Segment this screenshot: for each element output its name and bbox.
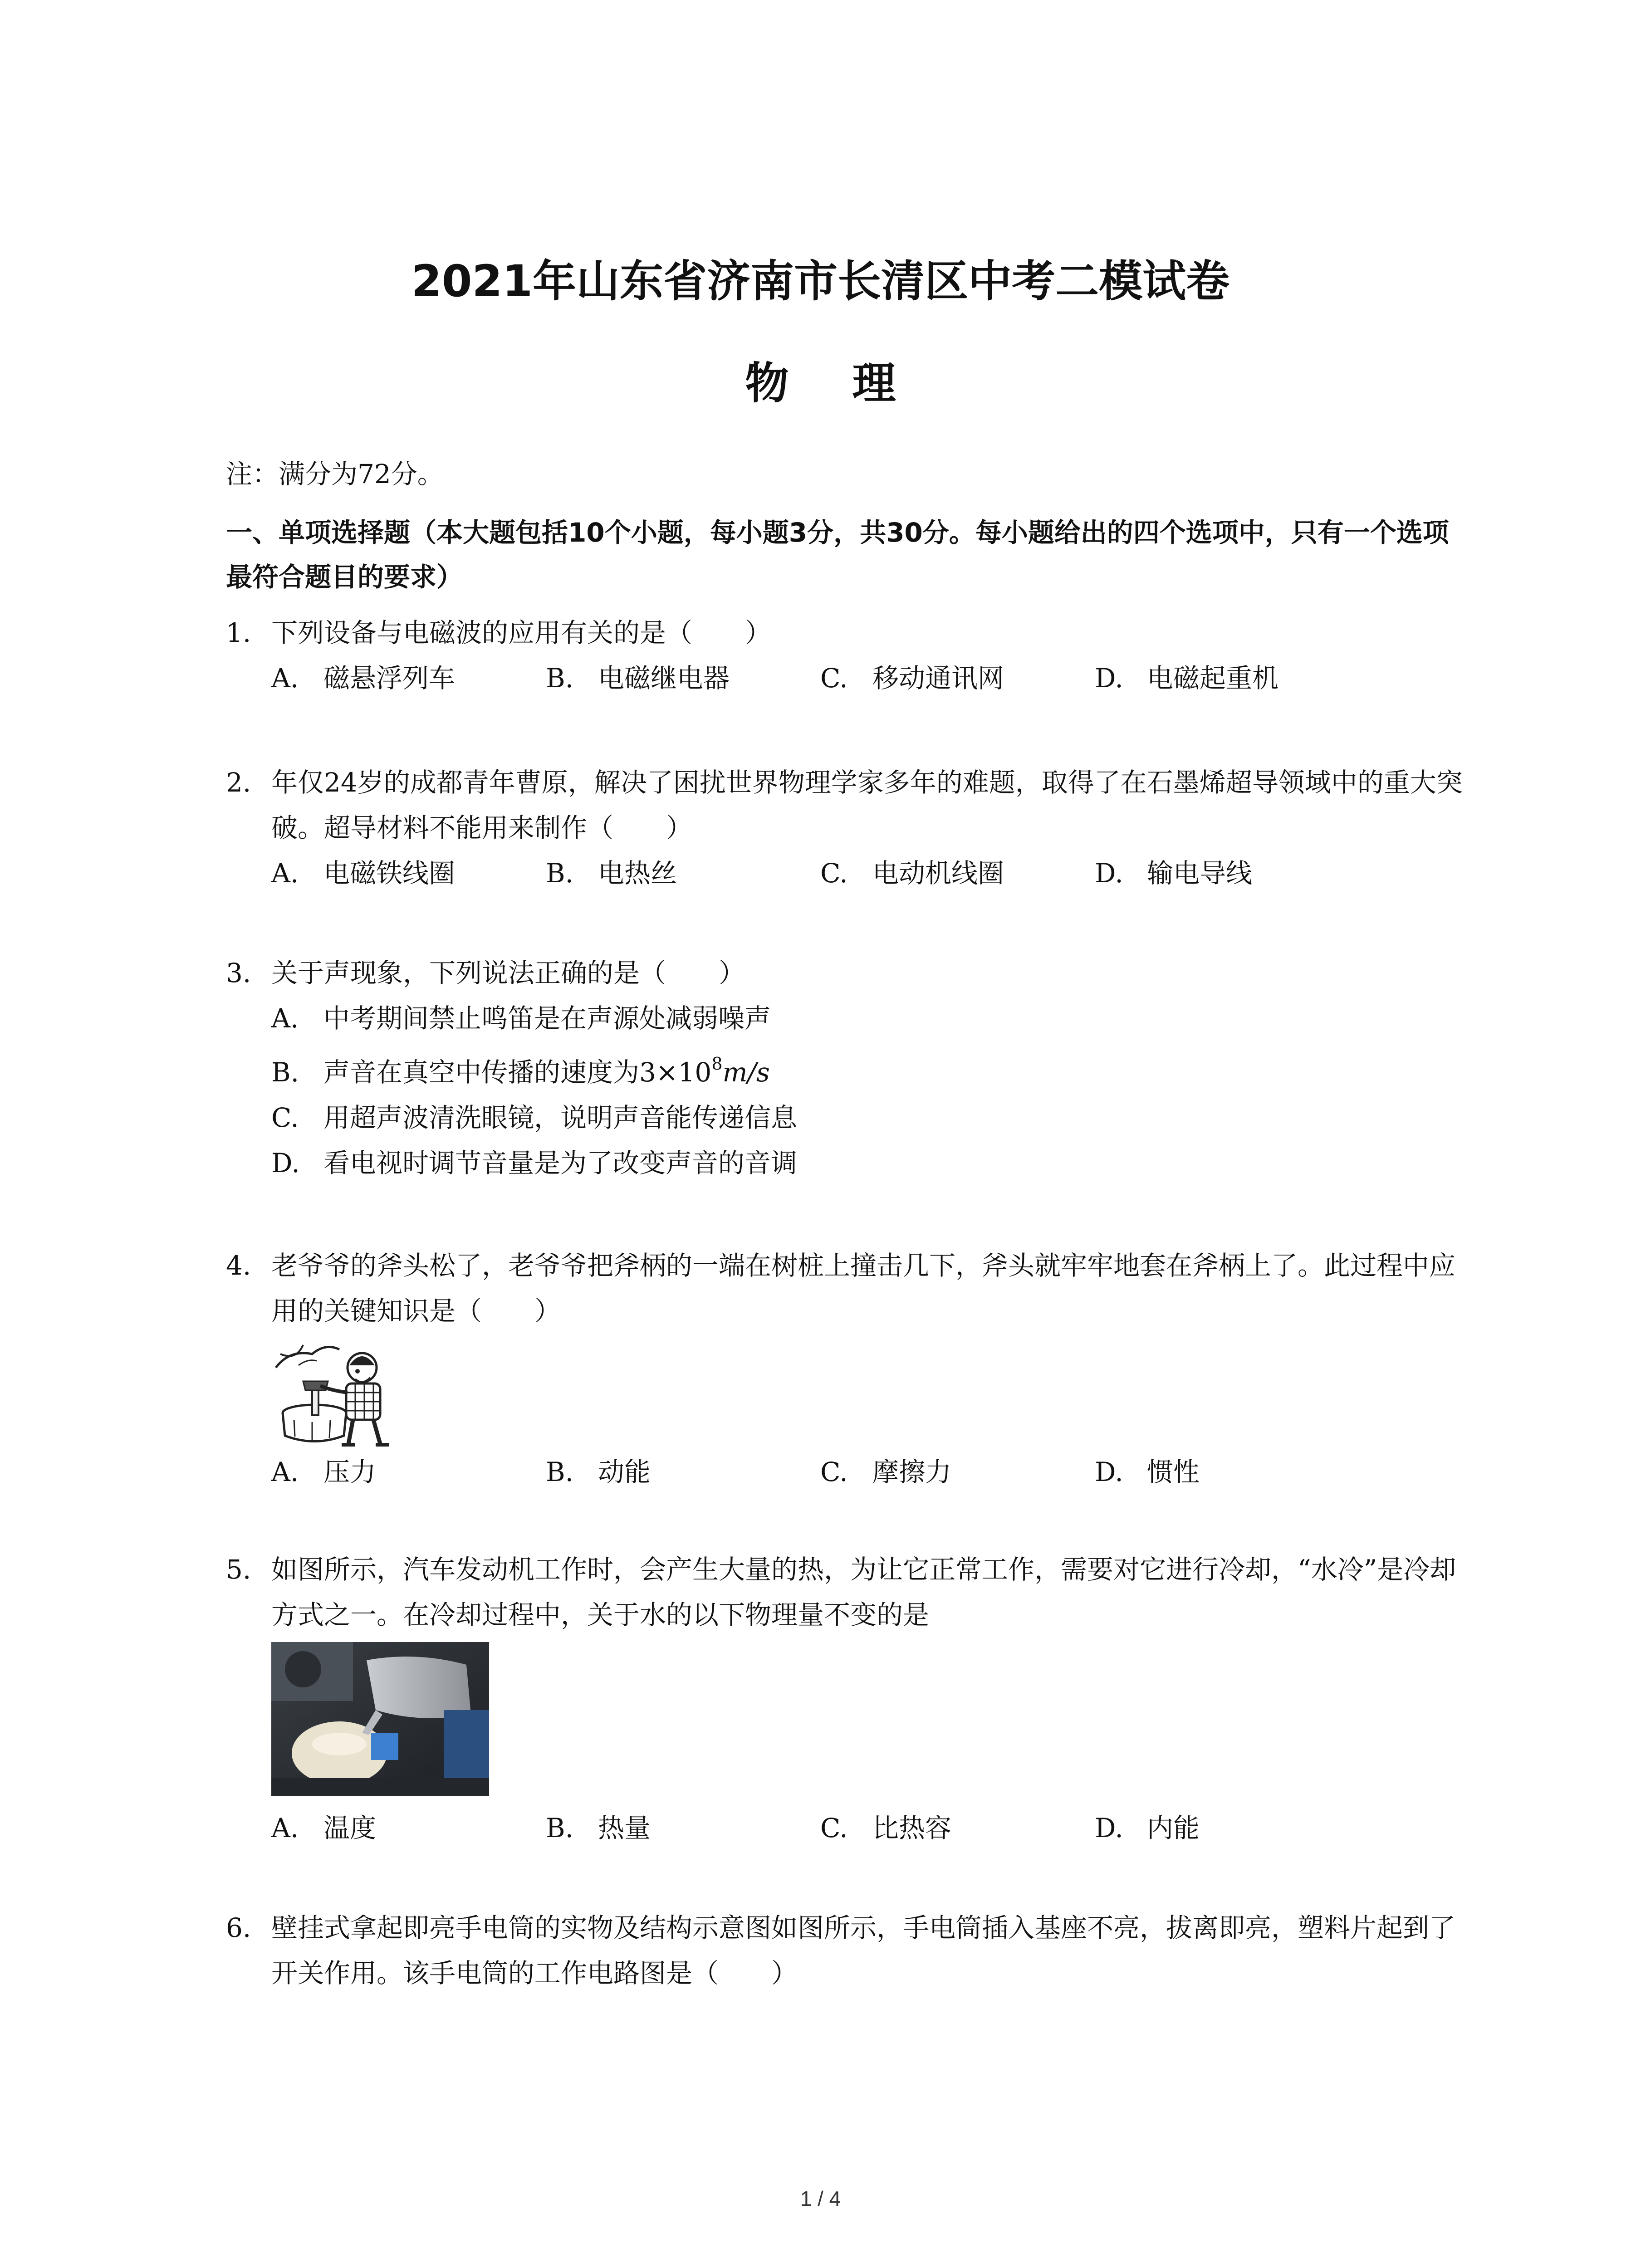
page-title: 2021年山东省济南市长清区中考二模试卷 [411,256,1230,307]
question-1 [226,610,1478,701]
page-number: 1 / 4 [800,2187,841,2210]
unit: m/s [722,1057,770,1088]
score-note: 注：满分为72分。 [226,459,444,489]
question-text: 关于声现象，下列说法正确的是（ ） [271,958,745,988]
question-text: 如图所示，汽车发动机工作时，会产生大量的热，为让它正常工作，需要对它进行冷却，“水冷”是冷却方式之一。在冷却过程中，关于水的以下物理量不变的是 [271,1554,1456,1630]
option-b[interactable]: B. 电磁继电器 [546,663,730,694]
options-row [226,1449,1478,1495]
question-text: 下列设备与电磁波的应用有关的是（ ） [271,617,772,648]
question-3 [226,950,1478,1186]
question-text: 年仅24岁的成都青年曹原，解决了困扰世界物理学家多年的难题，取得了在石墨烯超导领域中的重大突破。超导材料不能用来制作（ ） [271,767,1463,843]
subject-title: 物理 [745,358,960,409]
option-d[interactable]: D. 输电导线 [1095,858,1253,889]
option-a[interactable]: A. 中考期间禁止鸣笛是在声源处减弱噪声 [271,1003,771,1034]
question-5 [226,1547,1478,1851]
option-b[interactable]: B. 动能 [546,1457,651,1487]
question-number: 2. [226,767,251,798]
option-d[interactable]: D. 看电视时调节音量是为了改变声音的音调 [271,1148,798,1178]
option-a[interactable]: A. 压力 [271,1457,377,1487]
question-number: 3. [226,958,251,988]
options-row [226,1805,1478,1851]
option-c[interactable]: C. 摩擦力 [820,1457,952,1487]
option-c[interactable]: C. 移动通讯网 [820,663,1004,694]
question-number: 4. [226,1250,251,1281]
option-a[interactable]: A. 磁悬浮列车 [271,663,456,694]
option-d[interactable]: D. 惯性 [1095,1457,1200,1487]
question-6 [226,1905,1478,1996]
option-c[interactable]: C. 用超声波清洗眼镜，说明声音能传递信息 [271,1102,798,1133]
option-b[interactable]: B. 电热丝 [546,858,677,889]
option-c[interactable]: C. 比热容 [820,1813,952,1843]
question-4 [226,1243,1478,1495]
option-a[interactable]: A. 温度 [271,1813,377,1843]
option-d[interactable]: D. 内能 [1095,1813,1200,1843]
engine-coolant-photo [271,1642,489,1796]
option-d[interactable]: D. 电磁起重机 [1095,663,1279,694]
question-number: 1. [226,617,251,648]
option-b[interactable]: B. 热量 [546,1813,651,1843]
option-c[interactable]: C. 电动机线圈 [820,858,1004,889]
question-text: 壁挂式拿起即亮手电筒的实物及结构示意图如图所示，手电筒插入基座不亮，拔离即亮，塑料片起到了开关作用。该手电筒的工作电路图是（ ） [271,1912,1456,1989]
axe-illustration [271,1340,394,1449]
question-number: 6. [226,1912,251,1943]
question-number: 5. [226,1554,251,1585]
question-text: 老爷爷的斧头松了，老爷爷把斧柄的一端在树桩上撞击几下，斧头就牢牢地套在斧柄上了。此过程中应用的关键知识是（ ） [271,1250,1456,1326]
question-2 [226,760,1478,896]
option-b[interactable]: B. 声音在真空中传播的速度为$3\times 10^8m/s$ [271,1054,770,1088]
section-heading: 一、单项选择题（本大题包括10个小题，每小题3分，共30分。每小题给出的四个选项中，只有一个选项最符合题目的要求） [226,517,1449,592]
options-row [226,655,1478,701]
exponent: 8 [711,1054,723,1074]
options-row [226,850,1478,896]
option-a[interactable]: A. 电磁铁线圈 [271,858,456,889]
